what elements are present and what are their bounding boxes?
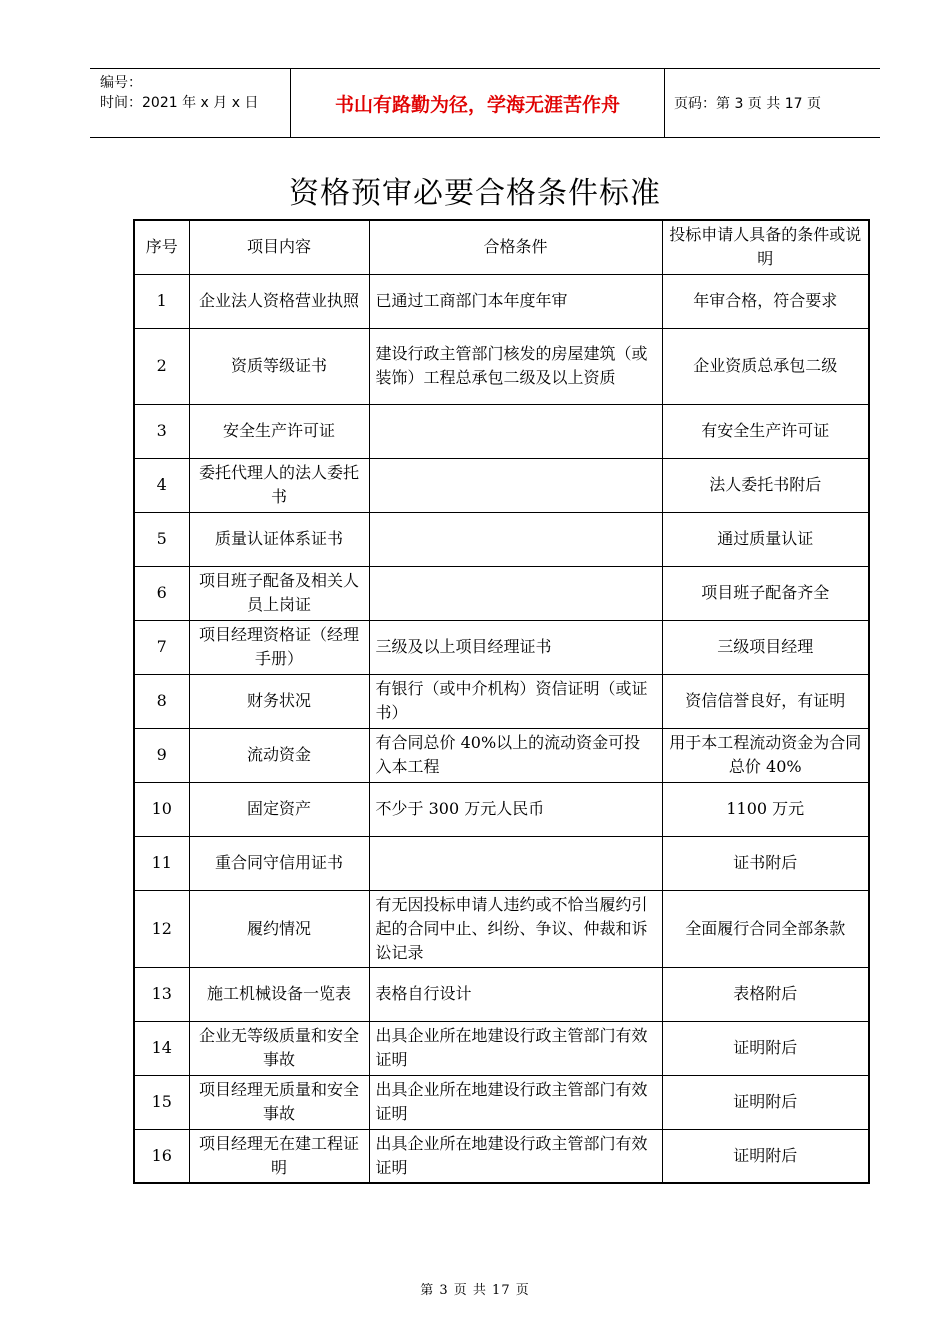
- row-item: 委托代理人的法人委托书: [189, 458, 369, 512]
- table-row: [134, 967, 869, 1021]
- row-condition: 出具企业所在地建设行政主管部门有效证明: [369, 1075, 662, 1129]
- row-remark: 证明附后: [662, 1021, 869, 1075]
- row-number: 10: [134, 782, 189, 836]
- row-item: 项目经理无在建工程证明: [189, 1129, 369, 1183]
- row-condition: [369, 404, 662, 458]
- row-remark: 法人委托书附后: [662, 458, 869, 512]
- table-row: [134, 458, 869, 512]
- row-number: 7: [134, 620, 189, 674]
- row-remark: 证明附后: [662, 1075, 869, 1129]
- row-remark: 项目班子配备齐全: [662, 566, 869, 620]
- row-item: 履约情况: [189, 890, 369, 967]
- table-row: [134, 728, 869, 782]
- row-remark: 全面履行合同全部条款: [662, 890, 869, 967]
- row-remark: 企业资质总承包二级: [662, 328, 869, 404]
- row-number: 4: [134, 458, 189, 512]
- header-motto: 书山有路勤为径，学海无涯苦作舟: [290, 69, 665, 137]
- row-number: 2: [134, 328, 189, 404]
- row-item: 项目经理资格证（经理手册）: [189, 620, 369, 674]
- row-item: 企业法人资格营业执照: [189, 274, 369, 328]
- document-title: 资格预审必要合格条件标准: [289, 176, 661, 211]
- row-number: 8: [134, 674, 189, 728]
- row-item: 财务状况: [189, 674, 369, 728]
- header-no: 序号: [134, 220, 189, 274]
- row-remark: 证书附后: [662, 836, 869, 890]
- table-row: [134, 836, 869, 890]
- table-body: [134, 274, 869, 1183]
- page-footer: 第 3 页 共 17 页: [420, 1283, 530, 1298]
- row-item: 施工机械设备一览表: [189, 967, 369, 1021]
- row-remark: 通过质量认证: [662, 512, 869, 566]
- row-number: 1: [134, 274, 189, 328]
- row-number: 12: [134, 890, 189, 967]
- table-row: [134, 566, 869, 620]
- table-row: [134, 404, 869, 458]
- row-remark: 资信信誉良好，有证明: [662, 674, 869, 728]
- table-row: [134, 328, 869, 404]
- table-row: [134, 890, 869, 967]
- row-condition: 有银行（或中介机构）资信证明（或证书）: [369, 674, 662, 728]
- row-number: 11: [134, 836, 189, 890]
- table-row: [134, 1129, 869, 1183]
- row-number: 13: [134, 967, 189, 1021]
- row-remark: 证明附后: [662, 1129, 869, 1183]
- row-item: 固定资产: [189, 782, 369, 836]
- row-condition: 不少于 300 万元人民币: [369, 782, 662, 836]
- row-condition: [369, 566, 662, 620]
- row-number: 6: [134, 566, 189, 620]
- row-condition: [369, 458, 662, 512]
- row-remark: 用于本工程流动资金为合同总价 40%: [662, 728, 869, 782]
- row-remark: 三级项目经理: [662, 620, 869, 674]
- document-number-label: 编号：: [100, 75, 142, 91]
- row-item: 企业无等级质量和安全事故: [189, 1021, 369, 1075]
- row-condition: 已通过工商部门本年度年审: [369, 274, 662, 328]
- row-remark: 年审合格，符合要求: [662, 274, 869, 328]
- table-row: [134, 1075, 869, 1129]
- row-item: 安全生产许可证: [189, 404, 369, 458]
- row-condition: 出具企业所在地建设行政主管部门有效证明: [369, 1129, 662, 1183]
- row-condition: 三级及以上项目经理证书: [369, 620, 662, 674]
- row-remark: 表格附后: [662, 967, 869, 1021]
- row-number: 14: [134, 1021, 189, 1075]
- document-time-label: 时间：2021 年 x 月 x 日: [100, 95, 259, 111]
- row-item: 资质等级证书: [189, 328, 369, 404]
- header-meta: [90, 69, 290, 137]
- row-item: 质量认证体系证书: [189, 512, 369, 566]
- table-row: [134, 274, 869, 328]
- table-row: [134, 674, 869, 728]
- row-item: 流动资金: [189, 728, 369, 782]
- row-number: 15: [134, 1075, 189, 1129]
- row-condition: 出具企业所在地建设行政主管部门有效证明: [369, 1021, 662, 1075]
- table-row: [134, 782, 869, 836]
- row-condition: [369, 512, 662, 566]
- row-remark: 有安全生产许可证: [662, 404, 869, 458]
- row-item: 项目经理无质量和安全事故: [189, 1075, 369, 1129]
- row-number: 16: [134, 1129, 189, 1183]
- row-number: 5: [134, 512, 189, 566]
- page-header: [90, 68, 880, 138]
- row-number: 3: [134, 404, 189, 458]
- row-condition: 有无因投标申请人违约或不恰当履约引起的合同中止、纠纷、争议、仲裁和诉讼记录: [369, 890, 662, 967]
- row-item: 重合同守信用证书: [189, 836, 369, 890]
- header-condition: 合格条件: [369, 220, 662, 274]
- row-remark: 1100 万元: [662, 782, 869, 836]
- header-item: 项目内容: [189, 220, 369, 274]
- row-condition: 表格自行设计: [369, 967, 662, 1021]
- table-row: [134, 620, 869, 674]
- row-condition: 有合同总价 40%以上的流动资金可投入本工程: [369, 728, 662, 782]
- row-condition: [369, 836, 662, 890]
- header-remark: 投标申请人具备的条件或说明: [662, 220, 869, 274]
- header-page-label: 页码：第 3 页 共 17 页: [674, 96, 821, 112]
- qualification-table: [133, 219, 870, 1184]
- table-header-row: [134, 220, 869, 274]
- row-item: 项目班子配备及相关人员上岗证: [189, 566, 369, 620]
- row-number: 9: [134, 728, 189, 782]
- table-row: [134, 1021, 869, 1075]
- row-condition: 建设行政主管部门核发的房屋建筑（或装饰）工程总承包二级及以上资质: [369, 328, 662, 404]
- table-row: [134, 512, 869, 566]
